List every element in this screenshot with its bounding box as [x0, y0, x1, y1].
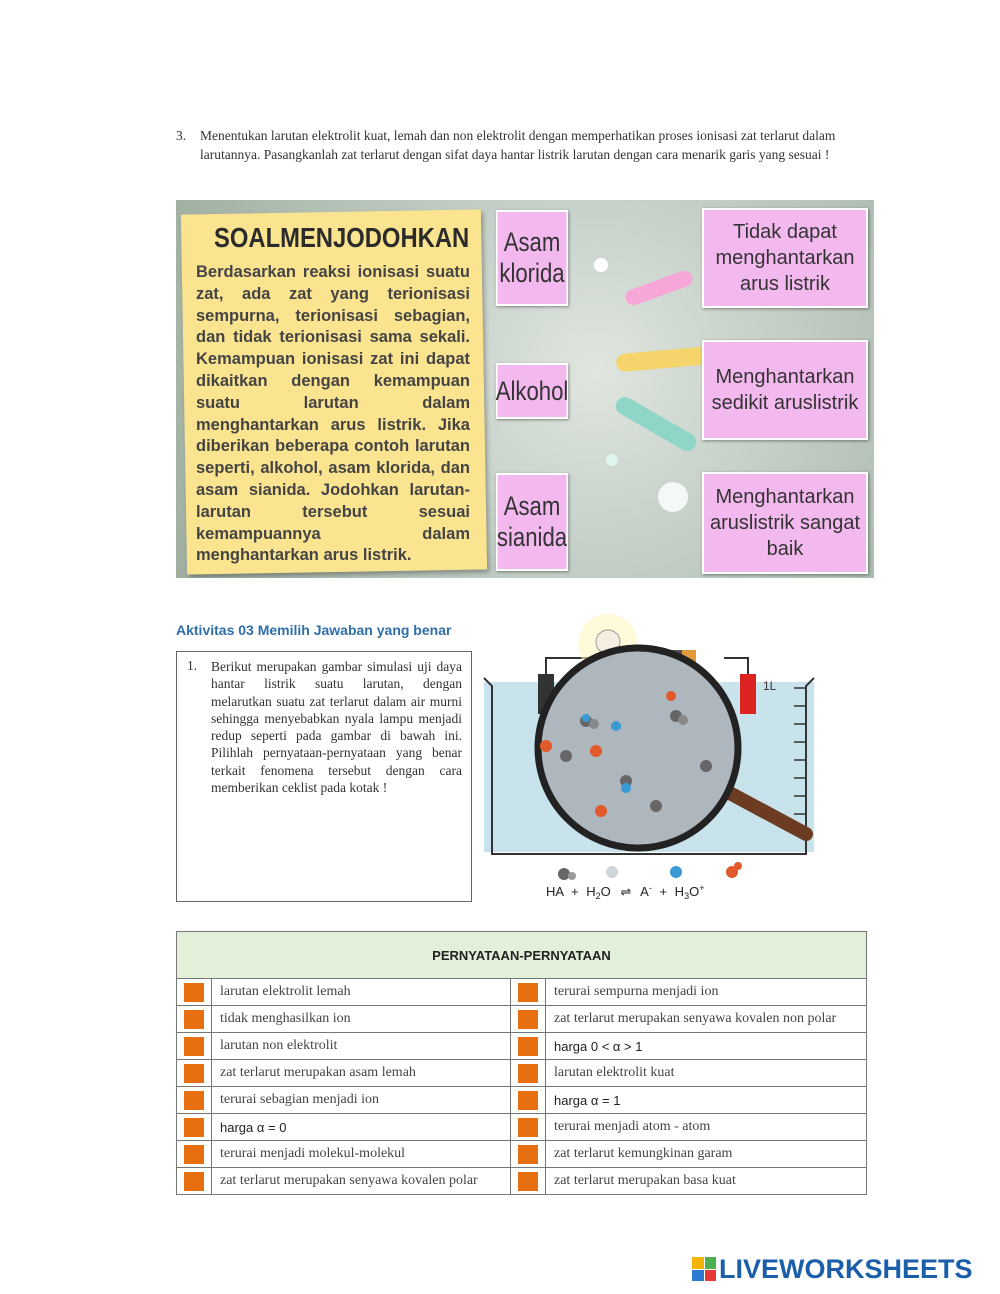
decor-capsule [623, 269, 694, 308]
reaction-equation: HA + $H_2O$ ⇌ A- + $H_3O^+$ [546, 883, 705, 901]
checkbox-cell [511, 1141, 546, 1168]
statements-table [176, 931, 867, 1195]
checkbox[interactable] [184, 1010, 204, 1029]
statements-header: PERNYATAAN-PERNYATAAN [177, 932, 867, 979]
statement-text: zat terlarut merupakan senyawa kovalen polar [212, 1168, 511, 1195]
matching-paragraph: Berdasarkan reaksi ionisasi suatu zat, ada zat yang terionisasi sempurna, terionisasi sebagian, dan tidak terionisasi sama sekali. Kemampuan ionisasi zat ini dapat dikaitkan dengan kemampuan suatu larutan dalam menghantarkan arus listrik. Jika diberikan beberapa contoh larutan seperti, alkohol, asam klorida, dan asam sianida. Jodohkan larutan-larutan tersebut sesuai kemampuannya dalam menghantarkan arus listrik. [196, 263, 470, 565]
checkbox-cell [511, 1033, 546, 1060]
statement-text: harga 0 < α > 1 [546, 1033, 867, 1060]
electrode-positive [740, 674, 756, 714]
question-number: 1. [187, 658, 198, 673]
question-text: Menentukan larutan elektrolit kuat, lemah dan non elektrolit dengan memperhatikan proses ionisasi zat terlarut dalam larutannya. Pasangkanlah zat terlarut dengan sifat daya hantar listrik larutan dengan cara menarik garis yang sesuai ! [200, 128, 836, 162]
match-right-sangat-baik[interactable]: Menghantarkan aruslistrik sangat baik [702, 472, 868, 574]
match-right-tidak-menghantarkan[interactable]: Tidak dapat menghantarkan arus listrik [702, 208, 868, 308]
decor-capsule [613, 394, 700, 455]
checkbox[interactable] [518, 1091, 538, 1110]
checkbox[interactable] [518, 983, 538, 1002]
checkbox-cell [511, 979, 546, 1006]
checkbox[interactable] [184, 1037, 204, 1056]
table-row [177, 1087, 867, 1114]
legend-icons [558, 862, 742, 880]
checkbox[interactable] [518, 1172, 538, 1191]
statement-text: harga α = 0 [212, 1114, 511, 1141]
checkbox[interactable] [518, 1010, 538, 1029]
table-row [177, 1168, 867, 1195]
logo-text: LIVEWORKSHEETS [719, 1253, 973, 1284]
checkbox[interactable] [518, 1037, 538, 1056]
checkbox[interactable] [184, 1145, 204, 1164]
statement-text: larutan elektrolit kuat [546, 1060, 867, 1087]
checkbox-cell [511, 1168, 546, 1195]
decor-bubble [658, 482, 688, 512]
matching-title: SOALMENJODOHKAN [214, 222, 470, 253]
activity-title: Aktivitas 03 Memilih Jawaban yang benar [176, 622, 452, 638]
table-row [177, 979, 867, 1006]
match-right-sedikit[interactable]: Menghantarkan sedikit aruslistrik [702, 340, 868, 440]
checkbox-cell [511, 1006, 546, 1033]
checkbox-cell [177, 1087, 212, 1114]
checkbox[interactable] [184, 983, 204, 1002]
checkbox-cell [177, 1060, 212, 1087]
checkbox-cell [177, 1006, 212, 1033]
table-row [177, 1006, 867, 1033]
statement-text: tidak menghasilkan ion [212, 1006, 511, 1033]
volume-label: 1L [763, 679, 777, 693]
checkbox-cell [511, 1060, 546, 1087]
statement-text: harga α = 1 [546, 1087, 867, 1114]
statement-text: terurai sempurna menjadi ion [546, 979, 867, 1006]
statement-text: terurai menjadi molekul-molekul [212, 1141, 511, 1168]
checkbox-cell [177, 1033, 212, 1060]
table-row [177, 1060, 867, 1087]
magnifying-glass-icon [538, 648, 738, 848]
question-number: 3. [176, 128, 187, 143]
checkbox[interactable] [184, 1091, 204, 1110]
question-text: Berikut merupakan gambar simulasi uji daya hantar listrik suatu larutan, dengan melarutkan suatu zat terlarut dalam air murni sehingga menyebabkan nyala lampu menjadi redup seperti pada gambar di bawah ini. Pilihlah pernyataan-pernyataan yang benar terkait fenomena tersebut dengan cara memberikan ceklist pada kotak ! [211, 659, 462, 796]
conductivity-simulation [476, 606, 836, 906]
checkbox-cell [511, 1087, 546, 1114]
checkbox-cell [177, 1141, 212, 1168]
checkbox[interactable] [184, 1118, 204, 1137]
checkbox[interactable] [518, 1145, 538, 1164]
checkbox[interactable] [518, 1064, 538, 1083]
checkbox[interactable] [518, 1118, 538, 1137]
logo-icon [692, 1257, 716, 1281]
checkbox-cell [177, 979, 212, 1006]
decor-bubble [606, 454, 618, 466]
table-row [177, 1141, 867, 1168]
match-left-asam-klorida[interactable]: Asam klorida [496, 210, 568, 306]
question-3 [176, 126, 866, 164]
checkbox-cell [177, 1168, 212, 1195]
statement-text: terurai menjadi atom - atom [546, 1114, 867, 1141]
question-1-box [176, 651, 472, 902]
matching-panel [176, 200, 874, 578]
decor-bubble [594, 258, 608, 272]
table-row [177, 1033, 867, 1060]
checkbox[interactable] [184, 1172, 204, 1191]
statement-text: terurai sebagian menjadi ion [212, 1087, 511, 1114]
statement-text: zat terlarut kemungkinan garam [546, 1141, 867, 1168]
statement-text: larutan non elektrolit [212, 1033, 511, 1060]
wire-right [724, 658, 748, 674]
checkbox[interactable] [184, 1064, 204, 1083]
statement-text: zat terlarut merupakan senyawa kovalen non polar [546, 1006, 867, 1033]
match-left-alkohol[interactable]: Alkohol [496, 363, 568, 419]
statement-text: zat terlarut merupakan basa kuat [546, 1168, 867, 1195]
table-row [177, 1114, 867, 1141]
match-left-asam-sianida[interactable]: Asam sianida [496, 473, 568, 571]
statement-text: larutan elektrolit lemah [212, 979, 511, 1006]
checkbox-cell [511, 1114, 546, 1141]
checkbox-cell [177, 1114, 212, 1141]
statement-text: zat terlarut merupakan asam lemah [212, 1060, 511, 1087]
liveworksheets-logo [692, 1254, 973, 1284]
